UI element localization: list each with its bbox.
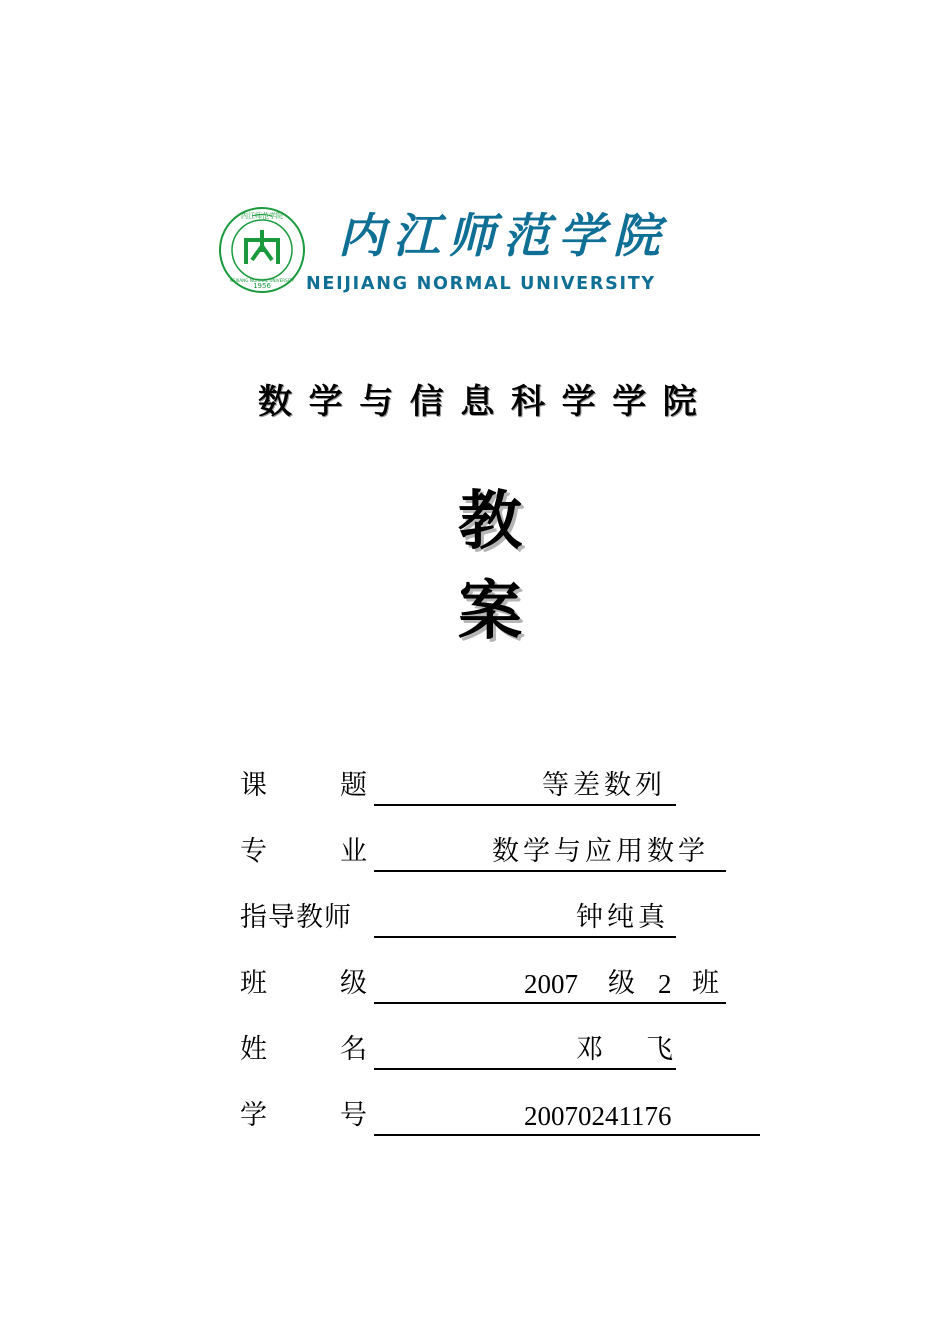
name-row	[240, 1030, 770, 1070]
class-number: 2	[658, 969, 672, 999]
topic-label-b: 题	[340, 770, 367, 801]
major-row	[240, 832, 770, 872]
student-id-value: 20070241176	[524, 1101, 672, 1131]
seal-top-text: 内江师范学院	[241, 212, 283, 220]
class-row	[240, 964, 770, 1004]
advisor-label: 指导教师	[240, 902, 352, 933]
logo-english-name: NEIJIANG NORMAL UNIVERSITY	[306, 274, 656, 294]
class-word: 班	[692, 968, 723, 999]
title-char-1: 教	[458, 484, 522, 559]
name-label-a: 姓	[240, 1034, 267, 1065]
name-underline	[374, 1030, 676, 1070]
title-char-2: 案	[458, 574, 522, 649]
name-given: 飞	[646, 1034, 677, 1065]
advisor-value: 钟纯真	[576, 902, 669, 933]
name-surname: 邓	[576, 1034, 607, 1065]
student-id-label-b: 号	[340, 1100, 367, 1131]
topic-value: 等差数列	[542, 770, 666, 801]
university-seal-icon	[218, 206, 306, 294]
class-year: 2007	[524, 969, 578, 999]
class-label-b: 级	[340, 968, 367, 999]
student-id-label-a: 学	[240, 1100, 267, 1131]
major-label-a: 专	[240, 836, 267, 867]
university-logo	[218, 206, 750, 298]
seal-year: 1956	[253, 282, 271, 290]
class-label-a: 班	[240, 968, 267, 999]
advisor-row	[240, 898, 770, 938]
topic-row	[240, 766, 770, 806]
name-label-b: 名	[340, 1034, 367, 1065]
class-grade-word: 级	[608, 968, 639, 999]
logo-chinese-name: 内江师范学院	[338, 209, 668, 264]
seal-side-text: NEIJIANG NORMAL UNIVERSITY	[229, 278, 295, 283]
student-id-row	[240, 1096, 770, 1136]
topic-label-a: 课	[240, 770, 267, 801]
major-value: 数学与应用数学	[492, 836, 709, 867]
major-label-b: 业	[340, 836, 367, 867]
school-name: 数学与信息科学学院	[258, 382, 714, 422]
